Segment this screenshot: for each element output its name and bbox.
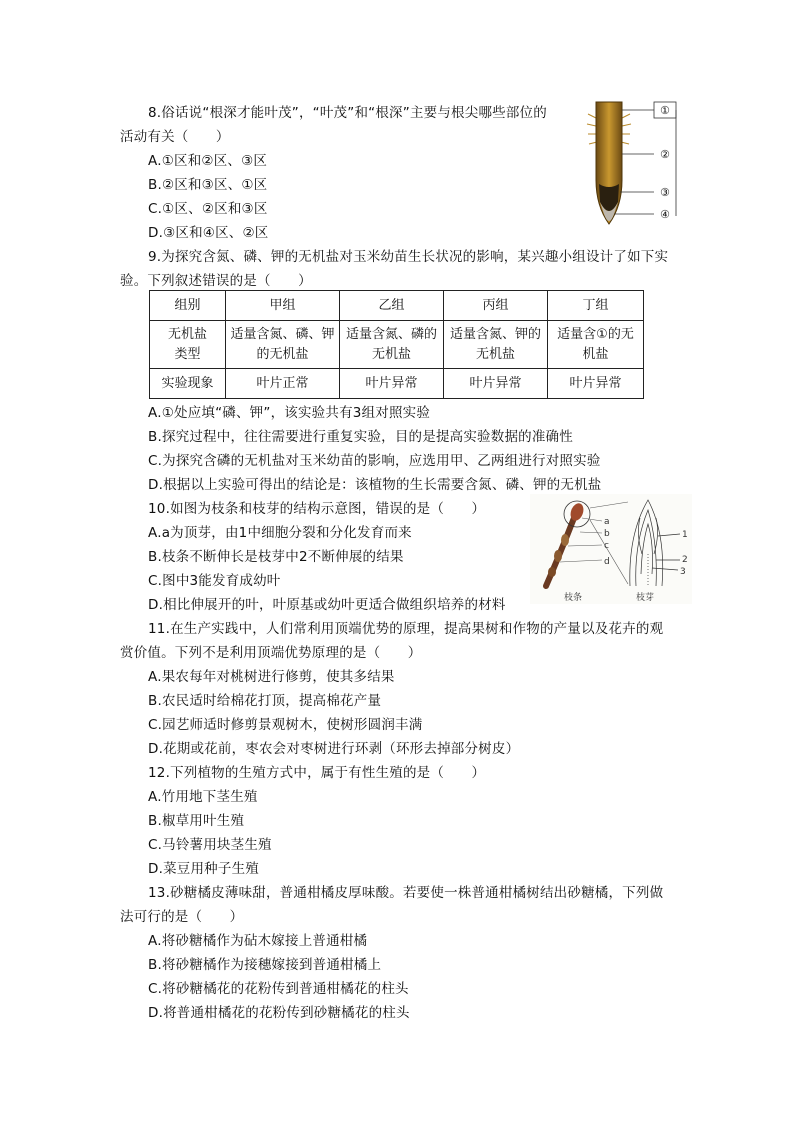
header-ding: 丁组 <box>548 291 644 321</box>
root-label-1: ① <box>660 104 670 117</box>
cell-result-ding: 叶片异常 <box>548 369 644 399</box>
q9-option-a: A.①处应填“磷、钾”，该实验共有3组对照实验 <box>148 405 431 421</box>
q9-stem-line1: 9.为探究含氮、磷、钾的无机盐对玉米幼苗生长状况的影响，某兴趣小组设计了如下实 <box>148 249 669 265</box>
q10-stem: 10.如图为枝条和枝芽的结构示意图，错误的是（ ） <box>148 501 486 517</box>
q13-option-b: B.将砂糖橘作为接穗嫁接到普通柑橘上 <box>148 957 382 973</box>
q8-stem-line2: 活动有关（ ） <box>120 129 230 145</box>
twig-label-b: b <box>604 529 610 539</box>
q12-option-b: B.椒草用叶生殖 <box>148 813 245 829</box>
header-yi: 乙组 <box>340 291 444 321</box>
twig-label-c: c <box>604 541 609 551</box>
cell-salt-yi: 适量含氮、磷的 无机盐 <box>340 321 444 369</box>
root-label-3: ③ <box>660 186 670 199</box>
q8-option-b: B.②区和③区、①区 <box>148 177 268 193</box>
q13-option-c: C.将砂糖橘花的花粉传到普通柑橘花的柱头 <box>148 981 409 997</box>
table-row-salt <box>150 321 644 369</box>
q11-option-d: D.花期或花前，枣农会对枣树进行环剥（环形去掉部分树皮） <box>148 741 520 757</box>
q10-option-b: B.枝条不断伸长是枝芽中2不断伸展的结果 <box>148 549 404 565</box>
root-label-2: ② <box>660 148 670 161</box>
q9-option-d: D.根据以上实验可得出的结论是：该植物的生长需要含氮、磷、钾的无机盐 <box>148 477 602 493</box>
q13-stem-line2: 法可行的是（ ） <box>120 909 244 925</box>
q8-option-d: D.③区和④区、②区 <box>148 225 269 241</box>
q11-stem-line1: 11.在生产实践中，人们常利用顶端优势的原理，提高果树和作物的产量以及花卉的观 <box>148 621 664 637</box>
q8-option-a: A.①区和②区、③区 <box>148 153 268 169</box>
bud-label-3: 3 <box>680 567 686 577</box>
q11-option-c: C.园艺师适时修剪景观树木，使树形圆润丰满 <box>148 717 423 733</box>
q12-option-c: C.马铃薯用块茎生殖 <box>148 837 272 853</box>
q12-option-d: D.菜豆用种子生殖 <box>148 861 259 877</box>
twig-label-a: a <box>604 517 610 527</box>
row-label-result: 实验现象 <box>150 369 226 399</box>
root-label-4: ④ <box>660 208 670 221</box>
q10-option-c: C.图中3能发育成幼叶 <box>148 573 281 589</box>
row-label-salt: 无机盐 类型 <box>150 321 226 369</box>
q10-option-a: A.a为顶芽，由1中细胞分裂和分化发育而来 <box>148 525 412 541</box>
q13-option-a: A.将砂糖橘作为砧木嫁接上普通柑橘 <box>148 933 368 949</box>
cell-salt-bing: 适量含氮、钾的 无机盐 <box>444 321 548 369</box>
q13-stem-line1: 13.砂糖橘皮薄味甜，普通柑橘皮厚味酸。若要使一株普通柑橘树结出砂糖橘，下列做 <box>148 885 664 901</box>
q11-option-b: B.农民适时给棉花打顶，提高棉花产量 <box>148 693 382 709</box>
q9-option-b: B.探究过程中，往往需要进行重复实验，目的是提高实验数据的准确性 <box>148 429 573 445</box>
q11-stem-line2: 赏价值。下列不是利用顶端优势原理的是（ ） <box>120 645 422 661</box>
cell-result-bing: 叶片异常 <box>444 369 548 399</box>
cell-result-yi: 叶片异常 <box>340 369 444 399</box>
q11-option-a: A.果农每年对桃树进行修剪，使其多结果 <box>148 669 395 685</box>
bud-caption: 枝芽 <box>636 593 655 603</box>
bud-label-2: 2 <box>682 555 688 565</box>
twig-caption: 枝条 <box>564 593 583 603</box>
twig-label-d: d <box>604 557 610 567</box>
bud-label-1: 1 <box>682 530 688 540</box>
header-bing: 丙组 <box>444 291 548 321</box>
q8-option-c: C.①区、②区和③区 <box>148 201 268 217</box>
q9-stem-line2: 验。下列叙述错误的是（ ） <box>120 273 312 289</box>
cell-salt-ding: 适量含①的无 机盐 <box>548 321 644 369</box>
cell-result-jia: 叶片正常 <box>226 369 340 399</box>
q12-stem: 12.下列植物的生殖方式中，属于有性生殖的是（ ） <box>148 765 486 781</box>
twig-bud-figure <box>530 494 692 604</box>
header-jia: 甲组 <box>226 291 340 321</box>
q10-option-d: D.相比伸展开的叶，叶原基或幼叶更适合做组织培养的材料 <box>148 597 506 613</box>
cell-salt-jia: 适量含氮、磷、钾 的无机盐 <box>226 321 340 369</box>
table-row-result <box>150 369 644 399</box>
header-group: 组别 <box>150 291 226 321</box>
root-tip-figure <box>584 98 694 230</box>
q8-stem-line1: 8.俗话说“根深才能叶茂”，“叶茂”和“根深”主要与根尖哪些部位的 <box>148 105 547 121</box>
q13-option-d: D.将普通柑橘花的花粉传到砂糖橘花的柱头 <box>148 1005 410 1021</box>
table-header-row <box>150 291 644 321</box>
experiment-table <box>149 290 644 399</box>
q9-option-c: C.为探究含磷的无机盐对玉米幼苗的影响，应选用甲、乙两组进行对照实验 <box>148 453 601 469</box>
q12-option-a: A.竹用地下茎生殖 <box>148 789 258 805</box>
